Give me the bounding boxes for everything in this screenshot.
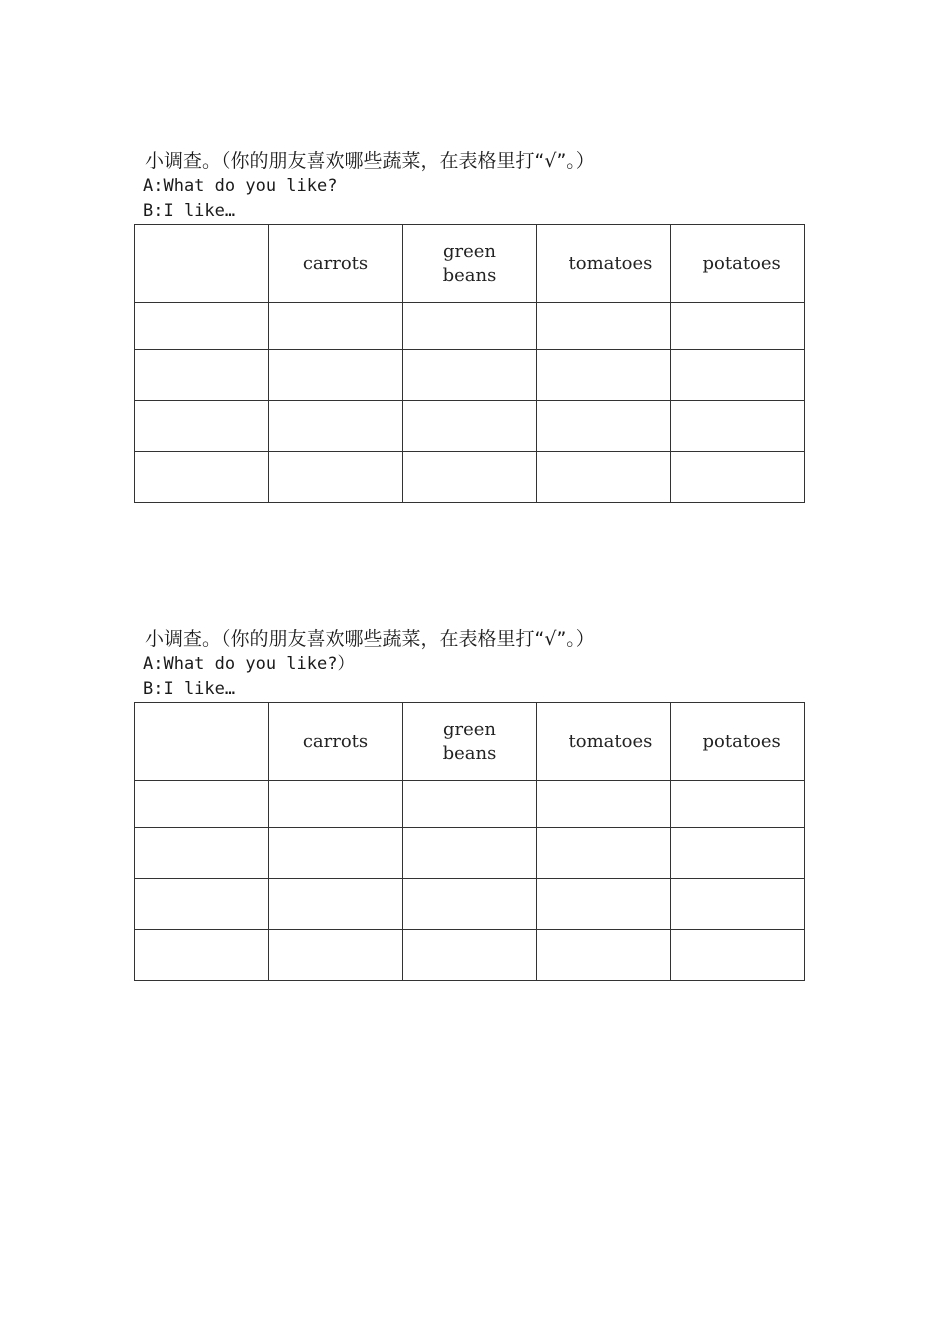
survey-table — [134, 224, 805, 503]
table-row — [135, 350, 805, 401]
check-cell-potatoes[interactable] — [671, 303, 805, 350]
survey-instruction: 小调查。（你的朋友喜欢哪些蔬菜，在表格里打“√”。） — [145, 150, 595, 172]
table-row — [135, 879, 805, 930]
header-cell-green-beans — [403, 225, 537, 303]
header-cell-carrots — [269, 703, 403, 781]
survey-table — [134, 702, 805, 981]
check-cell-tomatoes[interactable] — [537, 452, 671, 503]
check-cell-green-beans[interactable] — [403, 303, 537, 350]
check-cell-carrots[interactable] — [269, 350, 403, 401]
header-cell-potatoes — [671, 703, 805, 781]
check-cell-green-beans[interactable] — [403, 452, 537, 503]
check-cell-carrots[interactable] — [269, 879, 403, 930]
header-green-beans-text: green beans — [442, 718, 497, 764]
name-cell[interactable] — [135, 452, 269, 503]
check-cell-potatoes[interactable] — [671, 828, 805, 879]
survey-section-1 — [134, 148, 801, 503]
check-cell-carrots[interactable] — [269, 452, 403, 503]
check-cell-green-beans[interactable] — [403, 828, 537, 879]
check-cell-carrots[interactable] — [269, 781, 403, 828]
dialogue-line-a: A:What do you like?） — [143, 654, 355, 674]
table-row — [135, 781, 805, 828]
check-cell-potatoes[interactable] — [671, 879, 805, 930]
dialogue-line-a: A:What do you like? — [143, 176, 338, 196]
header-potatoes-text: potatoes — [702, 252, 781, 274]
table-row — [135, 930, 805, 981]
check-cell-potatoes[interactable] — [671, 401, 805, 452]
check-cell-green-beans[interactable] — [403, 930, 537, 981]
name-cell[interactable] — [135, 401, 269, 452]
name-cell[interactable] — [135, 879, 269, 930]
table-row — [135, 401, 805, 452]
header-green-beans-text: green beans — [442, 240, 497, 286]
header-cell-blank — [135, 225, 269, 303]
header-cell-potatoes — [671, 225, 805, 303]
dialogue-line-b: B:I like… — [143, 679, 236, 699]
check-cell-tomatoes[interactable] — [537, 930, 671, 981]
check-cell-potatoes[interactable] — [671, 350, 805, 401]
table-header-row — [135, 225, 805, 303]
survey-section-2 — [134, 626, 801, 981]
header-tomatoes-text: tomatoes — [568, 252, 653, 274]
check-cell-carrots[interactable] — [269, 401, 403, 452]
header-potatoes-text: potatoes — [702, 730, 781, 752]
check-cell-tomatoes[interactable] — [537, 828, 671, 879]
header-cell-green-beans — [403, 703, 537, 781]
check-cell-carrots[interactable] — [269, 303, 403, 350]
check-cell-tomatoes[interactable] — [537, 879, 671, 930]
check-cell-carrots[interactable] — [269, 828, 403, 879]
table-row — [135, 452, 805, 503]
table-row — [135, 828, 805, 879]
header-carrots-text: carrots — [302, 730, 369, 752]
header-carrots-text: carrots — [302, 252, 369, 274]
check-cell-green-beans[interactable] — [403, 781, 537, 828]
check-cell-green-beans[interactable] — [403, 879, 537, 930]
check-cell-tomatoes[interactable] — [537, 781, 671, 828]
table-row — [135, 303, 805, 350]
table-header-row — [135, 703, 805, 781]
check-cell-carrots[interactable] — [269, 930, 403, 981]
header-cell-carrots — [269, 225, 403, 303]
check-cell-potatoes[interactable] — [671, 781, 805, 828]
name-cell[interactable] — [135, 930, 269, 981]
name-cell[interactable] — [135, 828, 269, 879]
header-cell-tomatoes — [537, 225, 671, 303]
check-cell-green-beans[interactable] — [403, 401, 537, 452]
name-cell[interactable] — [135, 350, 269, 401]
check-cell-green-beans[interactable] — [403, 350, 537, 401]
check-cell-potatoes[interactable] — [671, 930, 805, 981]
check-cell-potatoes[interactable] — [671, 452, 805, 503]
dialogue-line-b: B:I like… — [143, 201, 236, 221]
survey-instruction: 小调查。（你的朋友喜欢哪些蔬菜，在表格里打“√”。） — [145, 628, 595, 650]
header-cell-tomatoes — [537, 703, 671, 781]
header-cell-blank — [135, 703, 269, 781]
check-cell-tomatoes[interactable] — [537, 401, 671, 452]
check-cell-tomatoes[interactable] — [537, 303, 671, 350]
header-tomatoes-text: tomatoes — [568, 730, 653, 752]
check-cell-tomatoes[interactable] — [537, 350, 671, 401]
name-cell[interactable] — [135, 781, 269, 828]
name-cell[interactable] — [135, 303, 269, 350]
